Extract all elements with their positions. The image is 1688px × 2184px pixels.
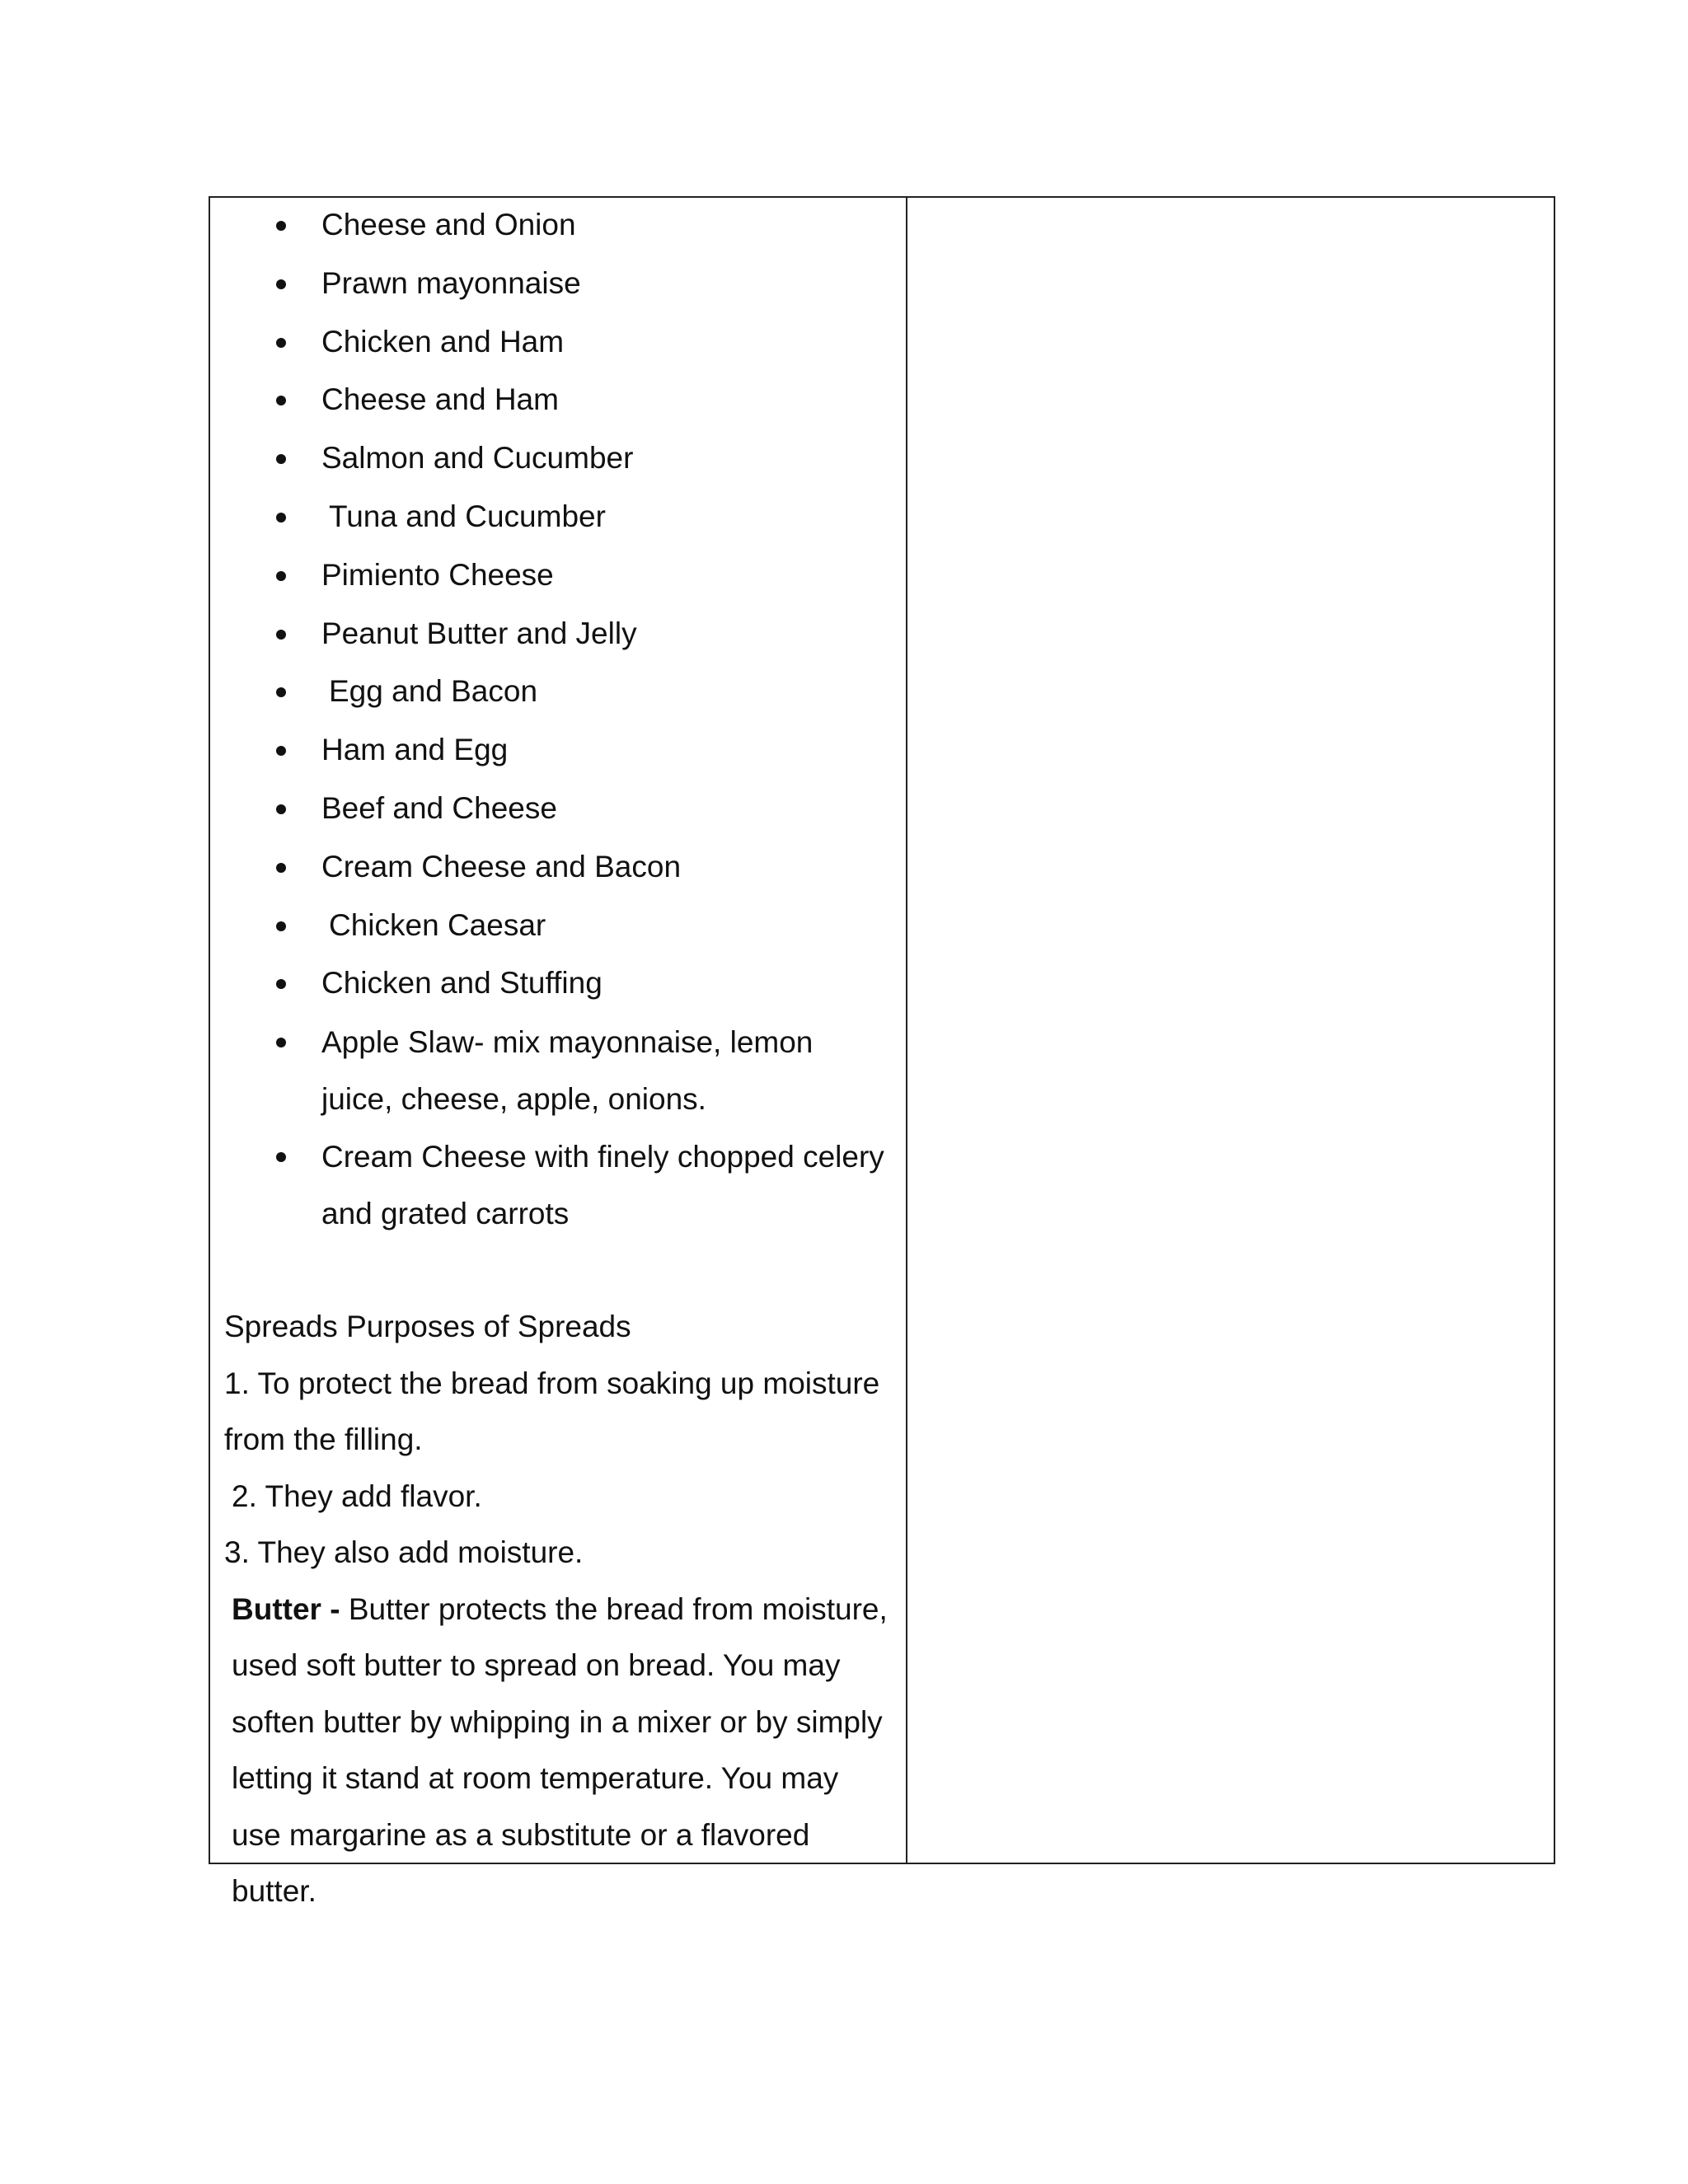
filling-list-item (224, 605, 893, 663)
filling-item-text: Pimiento Cheese (321, 557, 554, 592)
butter-label: Butter - (232, 1591, 340, 1626)
butter-paragraph (224, 1582, 894, 1920)
spreads-heading: Spreads Purposes of Spreads (224, 1310, 631, 1343)
spreads-purpose-3: 3. They also add moisture. (224, 1535, 584, 1569)
filling-item-text: Apple Slaw- mix mayonnaise, lemon juice, cheese, apple, onions. (321, 1025, 814, 1117)
fillings-list-container (224, 196, 893, 1242)
filling-list-item (224, 1127, 893, 1242)
right-column (907, 198, 1554, 1863)
fillings-list (224, 196, 893, 1242)
filling-item-text: Tuna and Cucumber (329, 499, 606, 533)
filling-item-text: Cream Cheese and Bacon (321, 849, 682, 883)
filling-item-text: Cheese and Ham (321, 382, 559, 417)
filling-list-item (224, 313, 893, 372)
spreads-purpose-2: 2. They add flavor. (232, 1479, 482, 1513)
filling-item-text: Chicken and Stuffing (321, 966, 603, 1001)
filling-item-text: Peanut Butter and Jelly (321, 616, 637, 650)
left-column (210, 198, 907, 1908)
filling-item-text: Prawn mayonnaise (321, 265, 581, 300)
filling-item-text: Chicken Caesar (329, 907, 546, 942)
filling-list-item (224, 255, 893, 313)
filling-item-text: Beef and Cheese (321, 790, 557, 825)
filling-list-item (224, 546, 893, 605)
filling-list-item (224, 371, 893, 429)
spreads-purpose-1: 1. To protect the bread from soaking up moisture from the filling. (224, 1366, 880, 1456)
filling-list-item (224, 429, 893, 488)
filling-item-text: Chicken and Ham (321, 324, 565, 359)
butter-text: Butter protects the bread from moisture, used soft butter to spread on bread. You may soften butter by whipping in a mixer or by simply letting it stand at room temperature. You may use margarine as a substitute or a flavored butter. (232, 1591, 888, 1908)
filling-list-item (224, 780, 893, 838)
filling-list-item (224, 721, 893, 780)
filling-list-item (224, 838, 893, 897)
filling-list-item (224, 196, 893, 255)
filling-item-text: Egg and Bacon (329, 674, 538, 709)
filling-list-item (224, 663, 893, 721)
filling-item-text: Salmon and Cucumber (321, 441, 634, 476)
spreads-section (224, 1299, 894, 1920)
filling-list-item (224, 488, 893, 546)
document-table (209, 196, 1555, 1908)
filling-list-item (224, 954, 893, 1013)
filling-item-text: Cream Cheese with finely chopped celery and grated carrots (321, 1140, 884, 1231)
filling-item-text: Ham and Egg (321, 733, 509, 767)
filling-list-item (224, 897, 893, 955)
filling-item-text: Cheese and Onion (321, 208, 576, 241)
filling-list-item (224, 1013, 893, 1127)
